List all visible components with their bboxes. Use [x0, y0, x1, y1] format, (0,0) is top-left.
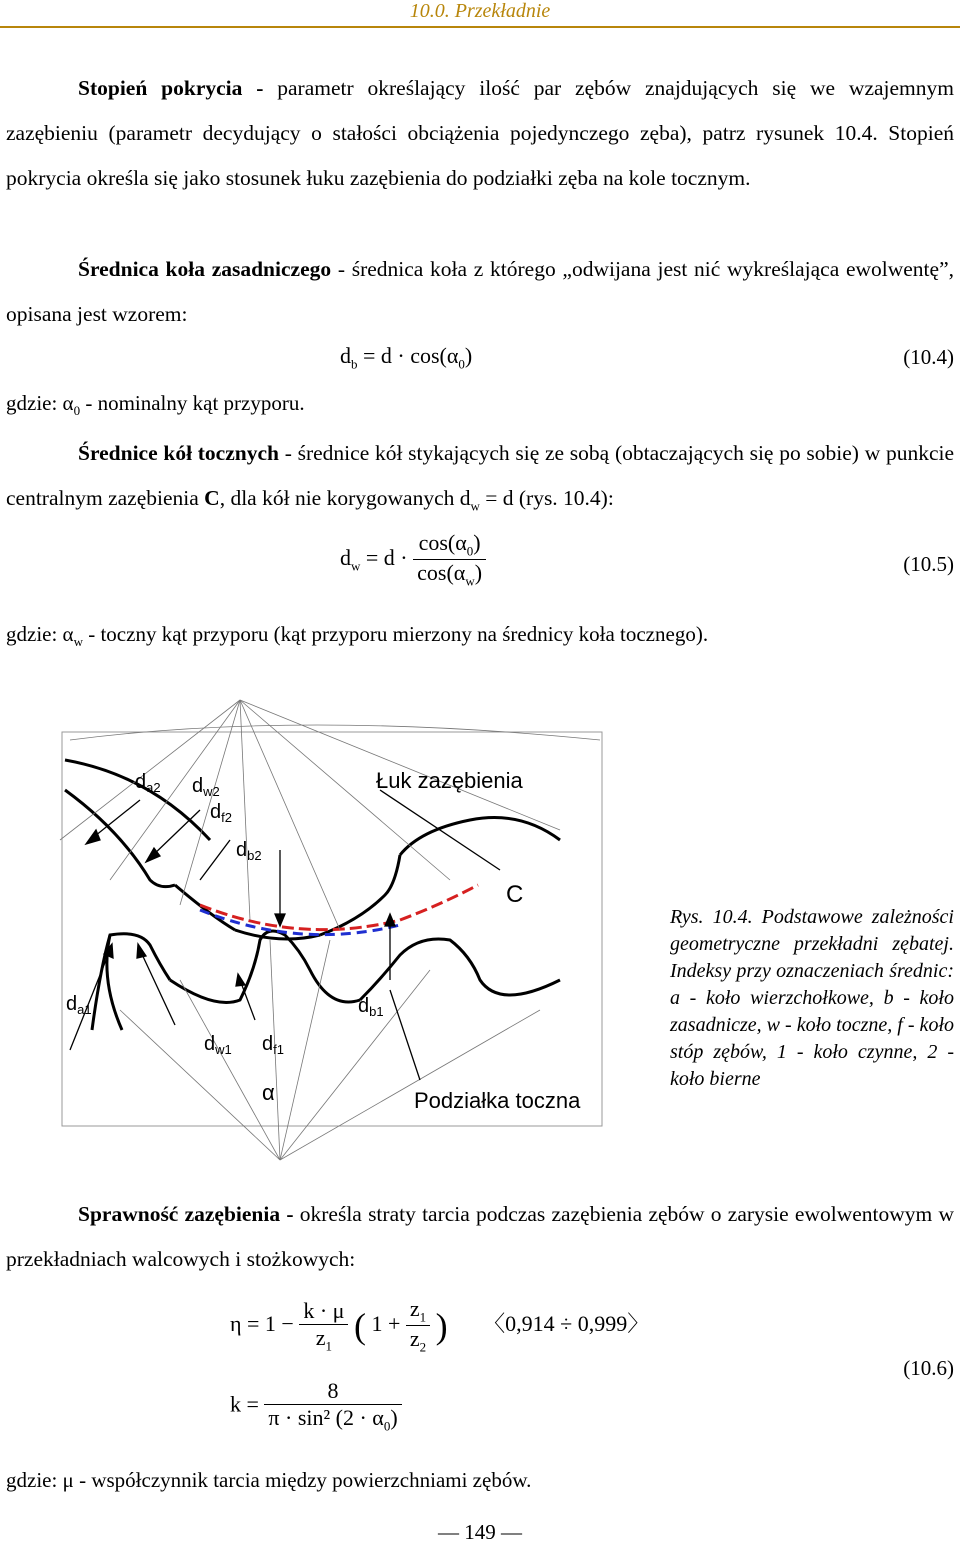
gear2-tooth-1	[65, 790, 175, 887]
label-da2: $d_{a2}$	[135, 771, 161, 795]
eq104-lhs-sub: b	[351, 356, 358, 372]
label-dw1: $d_{w1}$	[204, 1033, 232, 1057]
label-alpha: α	[262, 1080, 275, 1105]
eq106-den2-z: z	[409, 1326, 420, 1352]
label-df1: $d_{f1}$	[262, 1033, 284, 1057]
figure-labels	[66, 768, 581, 1113]
term-coverage-ratio: Stopień pokrycia -	[78, 76, 264, 100]
eq104-rhs: = d · cos(α	[363, 343, 459, 368]
where1-prefix: gdzie: α	[6, 391, 74, 415]
gear1-tooth-1	[92, 934, 170, 1030]
eq106-k-frac	[264, 1378, 401, 1434]
eq106-den1-sub: 1	[325, 1338, 333, 1354]
label-da1: $d_{a1}$	[66, 993, 92, 1017]
eq105-den-close: )	[474, 560, 483, 586]
label-db1: $d_{b1}$	[358, 995, 384, 1019]
eq105-den: cos(α	[417, 560, 466, 586]
gear2-tooth-3	[400, 818, 560, 856]
equation-number-10-5: (10.5)	[903, 552, 954, 576]
eq106-frac1	[299, 1298, 348, 1354]
pitch-text-1: - średnice kół stykających się ze sobą (obtaczających się po sobie) w punkcie centralnym zazębienia	[6, 441, 955, 510]
eq105-fraction	[413, 530, 486, 590]
coverage-ratio-text: parametr określający ilość par zębów znajdujących się we wzajemnym zazębieniu (parametr decydujący o stałości obciążenia pojedynczego zęba), patrz rysunek 10.4. Stopień pokrycia określa się jako stosunek łuku zazębienia do podziałki zęba na kole tocznym.	[6, 76, 954, 190]
equation-10-4	[340, 343, 472, 372]
where1-text: - nominalny kąt przyporu.	[80, 391, 305, 415]
paragraph-efficiency	[6, 1192, 954, 1282]
equation-10-6-k	[230, 1378, 402, 1434]
page-header	[0, 0, 960, 23]
paragraph-pitch-circles	[6, 431, 954, 528]
eq106-k-den	[264, 1404, 401, 1434]
pitch-sub: w	[470, 498, 480, 514]
eq106-den1-z: z	[315, 1324, 326, 1350]
eq105-den-sub: w	[465, 573, 475, 589]
eq105-num-close: )	[473, 530, 481, 555]
where3-text: - współczynnik tarcia między powierzchniami zębów.	[73, 1468, 532, 1492]
eq106-k-num: 8	[327, 1378, 339, 1403]
header-rule	[0, 26, 960, 28]
eq104-close: )	[464, 343, 473, 368]
eq106-num2	[406, 1296, 430, 1325]
where-alpha0	[6, 383, 954, 431]
where-alphaw	[6, 614, 954, 662]
eq106-paren-open: (	[353, 1305, 366, 1346]
eq106-one-plus: 1 +	[371, 1310, 401, 1336]
paragraph-base-circle	[6, 247, 954, 337]
eq105-num: cos(α	[418, 530, 467, 555]
where2-prefix: gdzie: α	[6, 622, 74, 646]
eq105-lhs: d	[340, 544, 351, 570]
figure-caption: Rys. 10.4. Podstawowe zależności geometryczne przekładni zębatej. Indeksy przy oznaczeniach średnic: a - koło wierzchołkowe, b - koło zasadnicze, w - koło toczne, f - koło stóp zębów, 1 - koło czynne, 2 - koło bierne	[670, 906, 954, 1090]
label-pitch: Podziałka toczna	[414, 1088, 581, 1113]
point-c: C	[204, 486, 220, 510]
eq104-lhs: d	[340, 343, 351, 368]
eq106-range: 〈0,914 ÷ 0,999〉	[483, 1310, 650, 1336]
gear-1-outline	[92, 931, 560, 1030]
page-number: — 149 —	[438, 1520, 522, 1544]
label-c: C	[506, 881, 524, 908]
eq106-den2-sub: 2	[419, 1339, 427, 1355]
where-mu	[6, 1460, 954, 1500]
eq105-denominator	[413, 559, 486, 589]
efficiency-text: określa straty tarcia podczas zazębienia zębów o zarysie ewolwentowym w przekładniach walcowych i stożkowych:	[6, 1202, 954, 1271]
eq106-k-den-text: π · sin² (2 · α	[268, 1405, 384, 1430]
eq106-num1: k · μ	[303, 1297, 345, 1323]
term-base-circle: Średnica koła zasadniczego	[78, 257, 332, 281]
header-title: 10.0. Przekładnie	[409, 0, 551, 22]
term-pitch-circles: Średnice kół tocznych	[78, 441, 279, 465]
label-df2: $d_{f2}$	[210, 801, 232, 825]
eq105-mid: = d ·	[365, 544, 408, 570]
eq106-paren-close: )	[435, 1305, 448, 1346]
eq104-rhs-sub: 0	[458, 356, 465, 372]
label-db2: $d_{b2}$	[236, 839, 262, 863]
where2-text: - toczny kąt przyporu (kąt przyporu mierzony na średnicy koła tocznego).	[82, 622, 709, 646]
eq106-frac2	[406, 1296, 430, 1356]
equation-number-10-6: (10.6)	[903, 1356, 954, 1380]
eq106-den2	[406, 1325, 430, 1355]
eq106-k: k =	[230, 1391, 259, 1417]
eq106-num2-sub: 1	[419, 1309, 427, 1325]
where3-prefix: gdzie: μ	[6, 1468, 74, 1492]
eq106-eta: η = 1 −	[230, 1310, 294, 1336]
term-efficiency: Sprawność zazębienia -	[78, 1202, 294, 1226]
label-dw2: $d_{w2}$	[192, 775, 220, 799]
paragraph-coverage-ratio	[6, 66, 954, 201]
pitch-arc-red	[200, 885, 478, 930]
eq105-numerator	[413, 530, 486, 559]
equation-10-5	[340, 530, 486, 590]
pitch-arc-blue	[200, 910, 400, 935]
eq105-num-sub: 0	[466, 543, 474, 559]
eq106-num2-z: z	[409, 1296, 420, 1321]
equation-number-10-4: (10.4)	[903, 345, 954, 369]
where1-sub: 0	[73, 403, 81, 419]
gear1-tooth-2	[170, 931, 360, 1003]
eq105-lhs-sub: w	[351, 558, 361, 574]
eq106-k-den-sub: 0	[383, 1418, 391, 1434]
pitch-text-2: , dla kół nie korygowanych d	[219, 486, 471, 510]
eq106-den1	[299, 1324, 348, 1354]
base-circle-text: - średnica koła z którego „odwijana jest nić wykreślająca ewolwentę”, opisana jest wzorem:	[6, 257, 954, 326]
where2-sub: w	[73, 634, 83, 650]
label-arc: Łuk zazębienia	[376, 768, 523, 793]
equation-10-6-eta	[230, 1296, 649, 1356]
eq106-k-den-close: )	[390, 1405, 398, 1430]
pitch-text-3: = d (rys. 10.4):	[479, 486, 614, 510]
